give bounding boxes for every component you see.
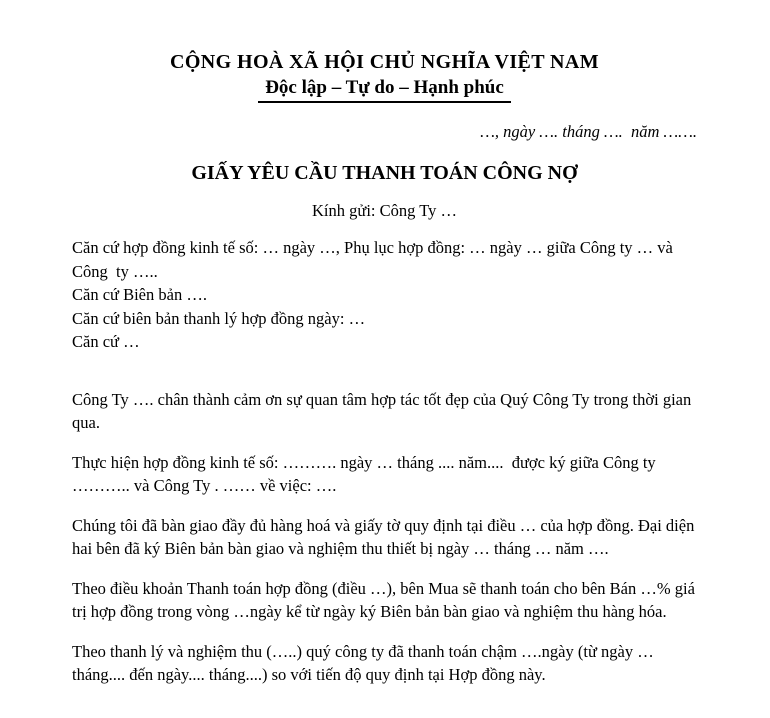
national-title: CỘNG HOÀ XÃ HỘI CHỦ NGHĨA VIỆT NAM <box>169 51 599 73</box>
date-line: …, ngày …. tháng …. năm ……. <box>480 122 697 141</box>
grounds-line-liquidation: Căn cứ biên bản thanh lý hợp đồng ngày: … <box>72 308 366 328</box>
body-paragraph-late-payment: Theo thanh lý và nghiệm thu (…..) quý công ty đã thanh toán chậm ….ngày (từ ngày … tháng.... đến ngày.... tháng....) so với tiến độ quy định tại Hợp đồng này. <box>72 641 658 684</box>
body-paragraph-contract-execution: Thực hiện hợp đồng kinh tế số: ………. ngày … tháng .... năm.... được ký giữa Công ty ……….. và Công Ty . …… về việc: …. <box>72 452 660 495</box>
grounds-block <box>72 236 697 354</box>
recipient-line: Kính gửi: Công Ty … <box>312 200 457 220</box>
body-paragraph-handover: Chúng tôi đã bàn giao đầy đủ hàng hoá và giấy tờ quy định tại điều … của hợp đồng. Đại diện hai bên đã ký Biên bản bàn giao và nghiệm thu thiết bị ngày … tháng … năm …. <box>72 515 699 558</box>
document-title: GIẤY YÊU CẦU THANH TOÁN CÔNG NỢ <box>191 161 578 184</box>
grounds-line-other: Căn cứ … <box>72 332 140 351</box>
grounds-line-contract: Căn cứ hợp đồng kinh tế số: … ngày …, Phụ lục hợp đồng: … ngày … giữa Công ty … và Công ty ….. <box>72 238 677 281</box>
grounds-line-minutes: Căn cứ Biên bản …. <box>72 285 207 304</box>
body-paragraph-payment-terms: Theo điều khoản Thanh toán hợp đồng (điều …), bên Mua sẽ thanh toán cho bên Bán …% giá trị hợp đồng trong vòng …ngày kể từ ngày ký Biên bản bàn giao và nghiệm thu hàng hóa. <box>72 578 700 621</box>
motto: Độc lập – Tự do – Hạnh phúc <box>258 77 511 103</box>
body-paragraph-thanks: Công Ty …. chân thành cảm ơn sự quan tâm hợp tác tốt đẹp của Quý Công Ty trong thời gian qua. <box>72 389 696 432</box>
motto-wrap <box>72 76 697 103</box>
